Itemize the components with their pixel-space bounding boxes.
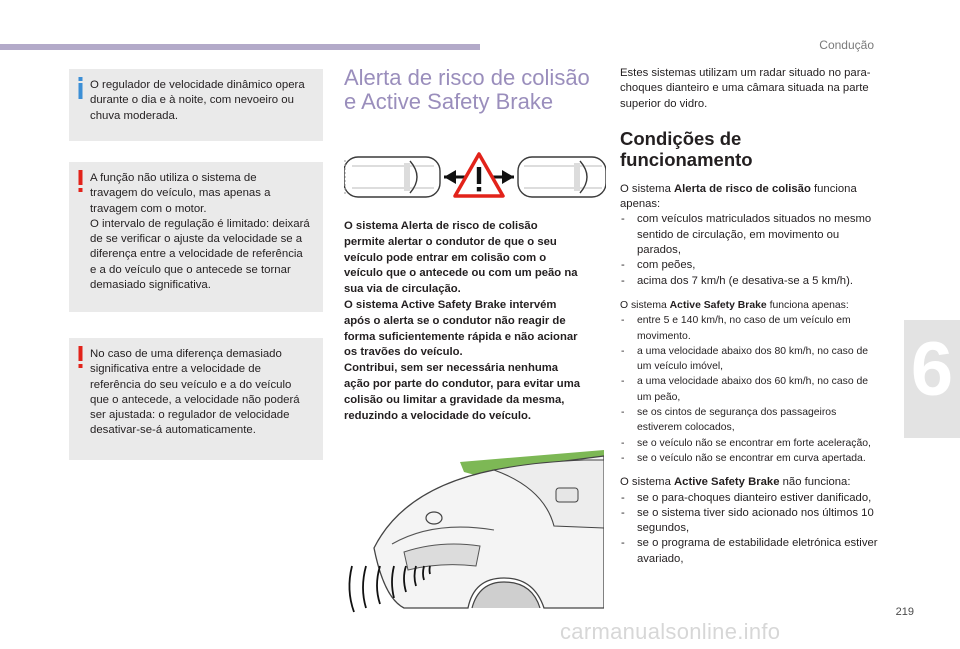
list-item: - se o veículo não se encontrar em curva apertada. [620, 451, 882, 466]
info-icon [77, 77, 84, 99]
mirror [556, 488, 578, 502]
conditions-title: Condições de funcionamento [620, 127, 753, 170]
list-item: - a uma velocidade abaixo dos 60 km/h, no caso de um peão, [620, 374, 882, 405]
warning-triangle-icon [455, 154, 503, 196]
note-text: A função não utiliza o sistema de travagem do veículo, mas apenas a travagem com o motor. O intervalo de regulação é limitado: deixará de se verificar o ajuste da velocidade se a diferença entre a velocidade de referência e a do veículo que o antecede se tornar demasiado significativa. [90, 172, 310, 292]
list-item: - entre 5 e 140 km/h, no caso de um veículo em movimento. [620, 313, 882, 344]
list-item: - com veículos matriculados situados no mesmo sentido de circulação, em movimento ou parados, [620, 212, 882, 258]
exclamation-icon [77, 346, 84, 368]
van-illustration [518, 157, 606, 197]
collision-diagram [344, 152, 606, 204]
list-item: - se o programa de estabilidade eletrónica estiver avariado, [620, 536, 882, 567]
watermark: carmanualsonline.info [560, 619, 781, 644]
list-item: - se o sistema tiver sido acionado nos últimos 10 segundos, [620, 506, 882, 537]
note-warning [69, 338, 323, 460]
main-column [344, 66, 596, 114]
brake-failures: O sistema Active Safety Brake não funciona: - se o para-choques dianteiro estiver danificado, - se o sistema tiver sido acionado nos últimos 10 segundos, - se o programa de estabilidade eletrónica estiver avariado, [620, 475, 882, 567]
list-item: - acima dos 7 km/h (e desativa-se a 5 km/h). [620, 274, 882, 289]
right-column [620, 66, 882, 576]
van-illustration [344, 157, 440, 197]
alert-conditions: O sistema Alerta de risco de colisão funciona apenas: - com veículos matriculados situados no mesmo sentido de circulação, em movimento ou parados, - com peões, - acima dos 7 km/h (e desativa-se a 5 km/h). [620, 182, 882, 289]
list-item: - com peões, [620, 258, 882, 273]
chapter-tab [904, 320, 960, 438]
page-number: 219 [895, 606, 914, 618]
note-info [69, 69, 323, 141]
brake-works-list [620, 313, 882, 466]
alert-list [620, 212, 882, 288]
note-text: O regulador de velocidade dinâmico opera durante o dia e à noite, com nevoeiro ou chuva moderada. [90, 79, 305, 122]
systems-intro: Estes sistemas utilizam um radar situado no para-choques dianteiro e uma câmara situada na parte superior do vidro. [620, 67, 871, 110]
exclamation-icon [77, 170, 84, 192]
header-rule [0, 44, 480, 50]
list-item: - se o veículo não se encontrar em forte aceleração, [620, 436, 882, 451]
brake-conditions: O sistema Active Safety Brake funciona apenas: - entre 5 e 140 km/h, no caso de um veículo em movimento. - a uma velocidade abaixo dos 80 km/h, no caso de um veículo imóvel, - a uma velocidade abaixo dos 60 km/h, no caso de um peão, - se os cintos de segurança dos passageiros estiverem colocados, - se o veículo não se encontrar em forte aceleração, - se o veículo não se encontrar em curva apertada. [620, 298, 882, 466]
section-label: Condução [819, 38, 874, 52]
page-title: Alerta de risco de colisão e Active Safety Brake [344, 65, 590, 114]
list-item: - se o para-choques dianteiro estiver danificado, [620, 491, 882, 506]
list-item: - se os cintos de segurança dos passageiros estiverem colocados, [620, 405, 882, 436]
note-text: No caso de uma diferença demasiado significativa entre a velocidade de referência do seu veículo e a do veículo que o antecede, a velocidade não poderá ser ajustada: o regulador de velocidade desativar-se-á automaticamente. [90, 348, 300, 437]
brake-fails-list [620, 491, 882, 567]
intro-description: O sistema Alerta de risco de colisão permite alertar o condutor de que o seu veículo pode entrar em colisão com o veículo que o antecede ou com um peão na sua via de circulação. O sistema Active Safety Brake intervém após o alerta se o condutor não reagir de forma suficientemente rápida e não acionar os travões do veículo. Contribui, sem ser necessária nenhuma ação por parte do condutor, para evitar uma colisão ou limitar a gravidade da mesma, reduzindo a velocidade do veículo. [344, 220, 581, 422]
chapter-number: 6 [910, 327, 954, 412]
car-illustration [344, 448, 604, 624]
list-item: - a uma velocidade abaixo dos 80 km/h, no caso de um veículo imóvel, [620, 344, 882, 375]
note-warning [69, 162, 323, 312]
